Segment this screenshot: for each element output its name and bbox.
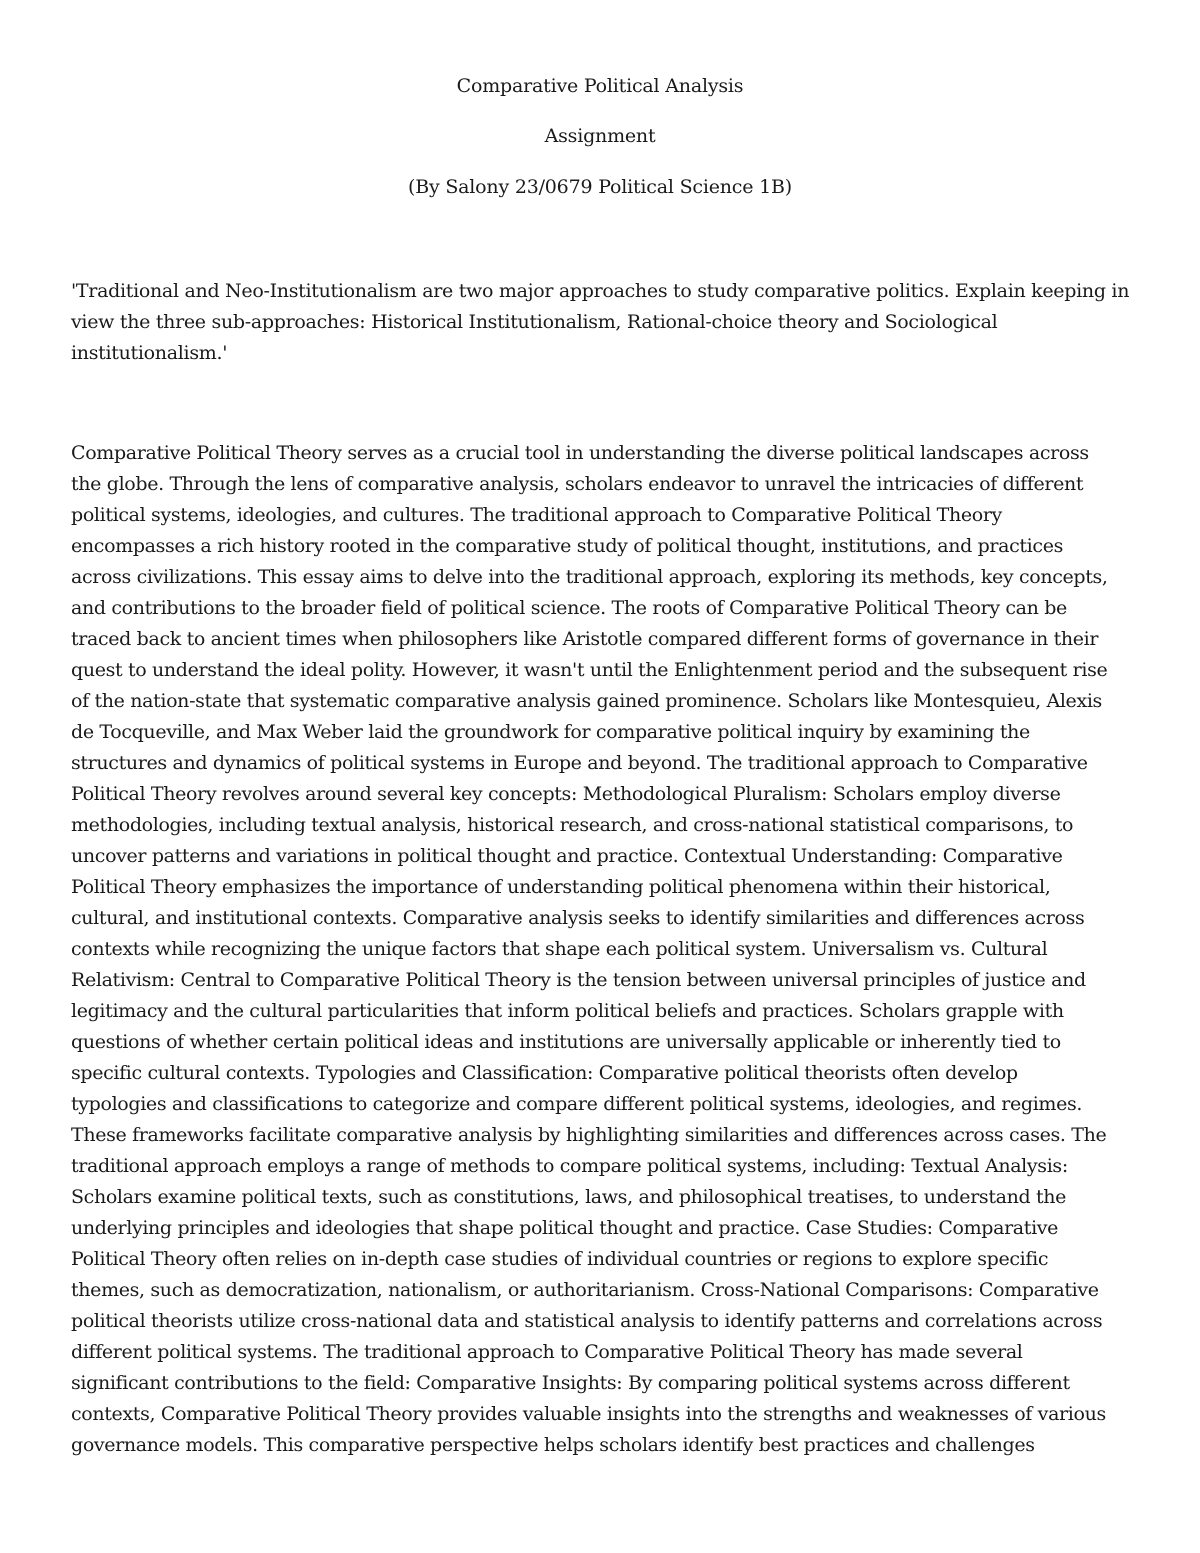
essay-body-line: Political Theory emphasizes the importance of understanding political phenomena within their historical, — [71, 876, 1051, 898]
essay-body-line: quest to understand the ideal polity. However, it wasn't until the Enlightenment period and the subsequent rise — [71, 659, 1108, 681]
essay-body-line: significant contributions to the field: Comparative Insights: By comparing political systems across different — [71, 1372, 1070, 1394]
essay-body-line: contexts while recognizing the unique factors that shape each political system. Universalism vs. Cultural — [71, 938, 1048, 960]
essay-body-line: traditional approach employs a range of methods to compare political systems, including: Textual Analysis: — [71, 1155, 1068, 1177]
essay-body — [71, 438, 1131, 1461]
document-title: Comparative Political Analysis — [456, 75, 744, 97]
essay-body-line: These frameworks facilitate comparative analysis by highlighting similarities and differences across cases. The — [71, 1124, 1107, 1146]
essay-body-line: questions of whether certain political ideas and institutions are universally applicable or inherently tied to — [71, 1031, 1061, 1053]
essay-body-line: structures and dynamics of political systems in Europe and beyond. The traditional approach to Comparative — [71, 752, 1088, 774]
assignment-question: 'Traditional and Neo-Institutionalism are two major approaches to study comparative politics. Explain keeping in view the three sub-approaches: Historical Institutionalism, Rational-choice theory and Sociological institutionalism.' — [71, 280, 1130, 364]
essay-body-line: different political systems. The traditional approach to Comparative Political Theory has made several — [71, 1341, 1023, 1363]
essay-body-line: and contributions to the broader field of political science. The roots of Comparative Political Theory can be — [71, 597, 1067, 619]
essay-body-line: political theorists utilize cross-national data and statistical analysis to identify patterns and correlations across — [71, 1310, 1103, 1332]
essay-body-line: underlying principles and ideologies that shape political thought and practice. Case Studies: Comparative — [71, 1217, 1059, 1239]
essay-body-line: Comparative Political Theory serves as a crucial tool in understanding the diverse political landscapes across — [71, 442, 1089, 464]
essay-body-line: contexts, Comparative Political Theory provides valuable insights into the strengths and weaknesses of various — [71, 1403, 1106, 1425]
essay-body-line: Political Theory often relies on in-depth case studies of individual countries or regions to explore specific — [71, 1248, 1049, 1270]
author-byline: (By Salony 23/0679 Political Science 1B) — [408, 176, 792, 198]
essay-body-line: de Tocqueville, and Max Weber laid the groundwork for comparative political inquiry by examining the — [71, 721, 1030, 743]
essay-body-line: traced back to ancient times when philosophers like Aristotle compared different forms of governance in their — [71, 628, 1099, 650]
essay-body-line: themes, such as democratization, nationalism, or authoritarianism. Cross-National Comparisons: Comparative — [71, 1279, 1099, 1301]
essay-body-line: Political Theory revolves around several key concepts: Methodological Pluralism: Scholars employ diverse — [71, 783, 1061, 805]
essay-body-line: typologies and classifications to categorize and compare different political systems, ideologies, and regimes. — [71, 1093, 1083, 1115]
essay-body-line: methodologies, including textual analysis, historical research, and cross-national statistical comparisons, to — [71, 814, 1074, 836]
essay-body-line: the globe. Through the lens of comparative analysis, scholars endeavor to unravel the intricacies of different — [71, 473, 1084, 495]
essay-body-line: of the nation-state that systematic comparative analysis gained prominence. Scholars like Montesquieu, Alexis — [71, 690, 1102, 712]
essay-body-line: uncover patterns and variations in political thought and practice. Contextual Understanding: Comparative — [71, 845, 1063, 867]
essay-body-line: governance models. This comparative perspective helps scholars identify best practices and challenges — [71, 1434, 1035, 1456]
essay-body-line: specific cultural contexts. Typologies and Classification: Comparative political theorists often develop — [71, 1062, 1018, 1084]
essay-body-line: Scholars examine political texts, such as constitutions, laws, and philosophical treatises, to understand the — [71, 1186, 1067, 1208]
essay-body-line: encompasses a rich history rooted in the comparative study of political thought, institutions, and practices — [71, 535, 1063, 557]
essay-body-line: legitimacy and the cultural particularities that inform political beliefs and practices. Scholars grapple with — [71, 1000, 1064, 1022]
essay-body-line: Relativism: Central to Comparative Political Theory is the tension between universal principles of justice and — [71, 969, 1086, 991]
essay-body-line: across civilizations. This essay aims to delve into the traditional approach, exploring its methods, key concepts, — [71, 566, 1108, 588]
essay-body-line: cultural, and institutional contexts. Comparative analysis seeks to identify similarities and differences across — [71, 907, 1085, 929]
essay-body-line: political systems, ideologies, and cultures. The traditional approach to Comparative Political Theory — [71, 504, 1002, 526]
document-subtitle: Assignment — [544, 125, 656, 147]
